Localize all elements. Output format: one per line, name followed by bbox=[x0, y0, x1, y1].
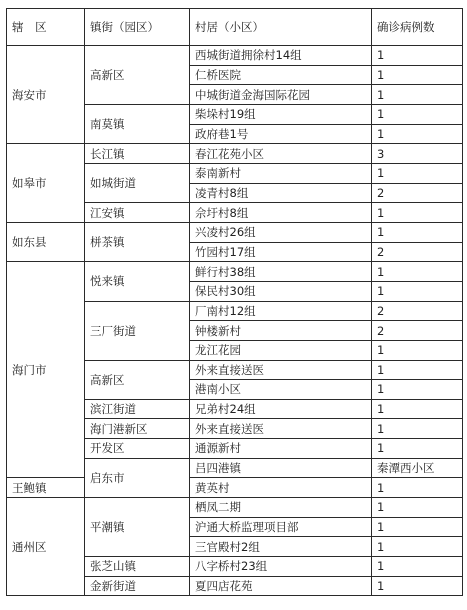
village-cell: 中城街道金海国际花园 bbox=[190, 85, 372, 105]
town-cell: 开发区 bbox=[85, 439, 190, 459]
case-count-cell: 1 bbox=[372, 537, 463, 557]
district-cell: 如皋市 bbox=[7, 144, 85, 223]
district-cell: 如东县 bbox=[7, 222, 85, 261]
village-cell: 黄英村 bbox=[190, 478, 372, 498]
case-count-cell: 1 bbox=[372, 439, 463, 459]
case-count-cell: 1 bbox=[372, 203, 463, 223]
town-cell: 平潮镇 bbox=[85, 498, 190, 557]
village-cell: 秦潭西小区 bbox=[372, 458, 463, 478]
table-row bbox=[7, 262, 463, 282]
village-cell: 仁桥医院 bbox=[190, 65, 372, 85]
town-cell: 悦来镇 bbox=[85, 262, 190, 301]
table-row bbox=[7, 478, 463, 498]
village-cell: 兴凌村26组 bbox=[190, 222, 372, 242]
case-count-cell: 1 bbox=[372, 85, 463, 105]
header-village: 村居（小区） bbox=[190, 9, 372, 46]
village-cell: 港南小区 bbox=[190, 380, 372, 400]
district-cell: 海门市 bbox=[7, 262, 85, 478]
district-cell: 通州区 bbox=[7, 498, 85, 596]
village-cell: 佘圩村8组 bbox=[190, 203, 372, 223]
town-cell: 长江镇 bbox=[85, 144, 190, 164]
case-count-cell: 1 bbox=[372, 419, 463, 439]
town-cell: 三厂街道 bbox=[85, 301, 190, 360]
town-cell: 栟茶镇 bbox=[85, 222, 190, 261]
header-district: 辖 区 bbox=[7, 9, 85, 46]
confirmed-cases-table bbox=[6, 8, 463, 596]
village-cell: 龙江花园 bbox=[190, 340, 372, 360]
village-cell: 柴垛村19组 bbox=[190, 104, 372, 124]
table-row bbox=[7, 222, 463, 242]
case-count-cell: 2 bbox=[372, 242, 463, 262]
district-cell: 启东市 bbox=[85, 458, 190, 497]
case-count-cell: 1 bbox=[372, 478, 463, 498]
town-cell: 高新区 bbox=[85, 360, 190, 399]
village-cell: 钟楼新村 bbox=[190, 321, 372, 341]
village-cell: 厂南村12组 bbox=[190, 301, 372, 321]
village-cell: 栖凤二期 bbox=[190, 498, 372, 518]
case-count-cell: 2 bbox=[372, 183, 463, 203]
village-cell: 通源新村 bbox=[190, 439, 372, 459]
village-cell: 沪通大桥监理项目部 bbox=[190, 517, 372, 537]
case-count-cell: 1 bbox=[372, 262, 463, 282]
district-cell: 海安市 bbox=[7, 46, 85, 144]
case-count-cell: 1 bbox=[372, 557, 463, 577]
village-cell: 三官殿村2组 bbox=[190, 537, 372, 557]
table-row bbox=[7, 46, 463, 66]
case-count-cell: 1 bbox=[372, 163, 463, 183]
town-cell: 江安镇 bbox=[85, 203, 190, 223]
village-cell: 西城街道拥徐村14组 bbox=[190, 46, 372, 66]
header-town: 镇街（园区） bbox=[85, 9, 190, 46]
case-count-cell: 1 bbox=[372, 46, 463, 66]
case-count-cell: 1 bbox=[372, 517, 463, 537]
case-count-cell: 2 bbox=[372, 321, 463, 341]
case-count-cell: 1 bbox=[372, 340, 463, 360]
case-count-cell: 2 bbox=[372, 301, 463, 321]
case-count-cell: 1 bbox=[372, 576, 463, 596]
table-header-row bbox=[7, 9, 463, 46]
village-cell: 八字桥村23组 bbox=[190, 557, 372, 577]
case-count-cell: 1 bbox=[372, 399, 463, 419]
town-cell: 如城街道 bbox=[85, 163, 190, 202]
case-count-cell: 1 bbox=[372, 222, 463, 242]
table-row bbox=[7, 144, 463, 164]
case-count-cell: 1 bbox=[372, 360, 463, 380]
table-body bbox=[7, 46, 463, 596]
village-cell: 竹园村17组 bbox=[190, 242, 372, 262]
town-cell: 金新街道 bbox=[85, 576, 190, 596]
village-cell: 春江花苑小区 bbox=[190, 144, 372, 164]
case-count-cell: 1 bbox=[372, 380, 463, 400]
header-case-count: 确诊病例数 bbox=[372, 9, 463, 46]
town-cell: 张芝山镇 bbox=[85, 557, 190, 577]
table-row bbox=[7, 498, 463, 518]
village-cell: 夏四店花苑 bbox=[190, 576, 372, 596]
village-cell: 泰南新村 bbox=[190, 163, 372, 183]
town-cell: 王鲍镇 bbox=[7, 478, 85, 498]
village-cell: 保民村30组 bbox=[190, 281, 372, 301]
case-count-cell: 1 bbox=[372, 281, 463, 301]
town-cell: 高新区 bbox=[85, 46, 190, 105]
case-count-cell: 1 bbox=[372, 65, 463, 85]
village-cell: 兄弟村24组 bbox=[190, 399, 372, 419]
village-cell: 外来直接送医 bbox=[190, 419, 372, 439]
case-count-cell: 1 bbox=[372, 498, 463, 518]
village-cell: 外来直接送医 bbox=[190, 360, 372, 380]
town-cell: 滨江街道 bbox=[85, 399, 190, 419]
town-cell: 海门港新区 bbox=[85, 419, 190, 439]
town-cell: 吕四港镇 bbox=[190, 458, 372, 478]
case-count-cell: 1 bbox=[372, 124, 463, 144]
village-cell: 鲜行村38组 bbox=[190, 262, 372, 282]
town-cell: 南莫镇 bbox=[85, 104, 190, 143]
case-count-cell: 3 bbox=[372, 144, 463, 164]
case-count-cell: 1 bbox=[372, 104, 463, 124]
village-cell: 凌青村8组 bbox=[190, 183, 372, 203]
village-cell: 政府巷1号 bbox=[190, 124, 372, 144]
